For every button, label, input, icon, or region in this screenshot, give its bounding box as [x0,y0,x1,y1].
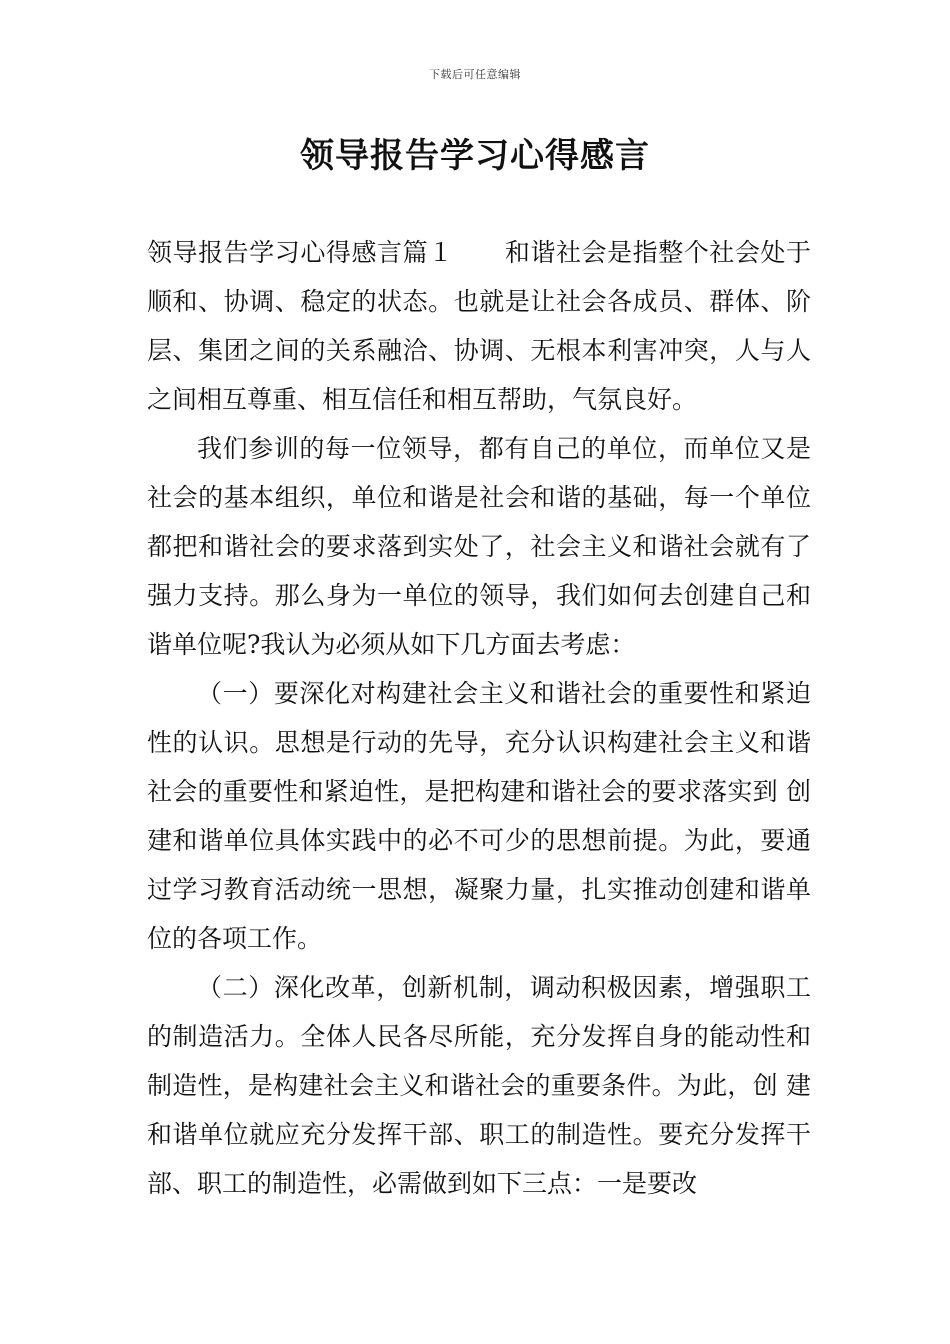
document-title: 领导报告学习心得感言 [300,136,650,176]
paragraph-3: （一）要深化对构建社会主义和谐社会的重要性和紧迫性的认识。思想是行动的先导，充分认识构建社会主义和谐社会的重要性和紧迫性，是把构建和谐社会的要求落实到 创建和谐单位具体实践中的必不可少的思想前提。为此，要通过学习教育活动统一思想，凝聚力量，扎实推动创建和谐单位的各项工作。 [147,679,811,953]
document-body [147,228,811,1208]
paragraph-2: 我们参训的每一位领导，都有自己的单位，而单位又是社会的基本组织，单位和谐是社会和谐的基础，每一个单位都把和谐社会的要求落到实处了，社会主义和谐社会就有了强力支持。那么身为一单位的领导，我们如何去创建自己和谐单位呢?我认为必须从如下几方面去考虑： [147,434,811,659]
paragraph-4: （二）深化改革，创新机制，调动积极因素，增强职工的制造活力。全体人民各尽所能，充分发挥自身的能动性和制造性，是构建社会主义和谐社会的重要条件。为此，创 建和谐单位就应充分发挥干部、职工的制造性。要充分发挥干部、职工的制造性，必需做到如下三点：一是要改 [147,973,811,1198]
paragraph-1: 领导报告学习心得感言篇１ 和谐社会是指整个社会处于顺和、协调、稳定的状态。也就是让社会各成员、群体、阶层、集团之间的关系融洽、协调、无根本利害冲突，人与人之间相互尊重、相互信任和相互帮助，气氛良好。 [147,238,811,414]
header-note: 下载后可任意编辑 [429,68,521,81]
